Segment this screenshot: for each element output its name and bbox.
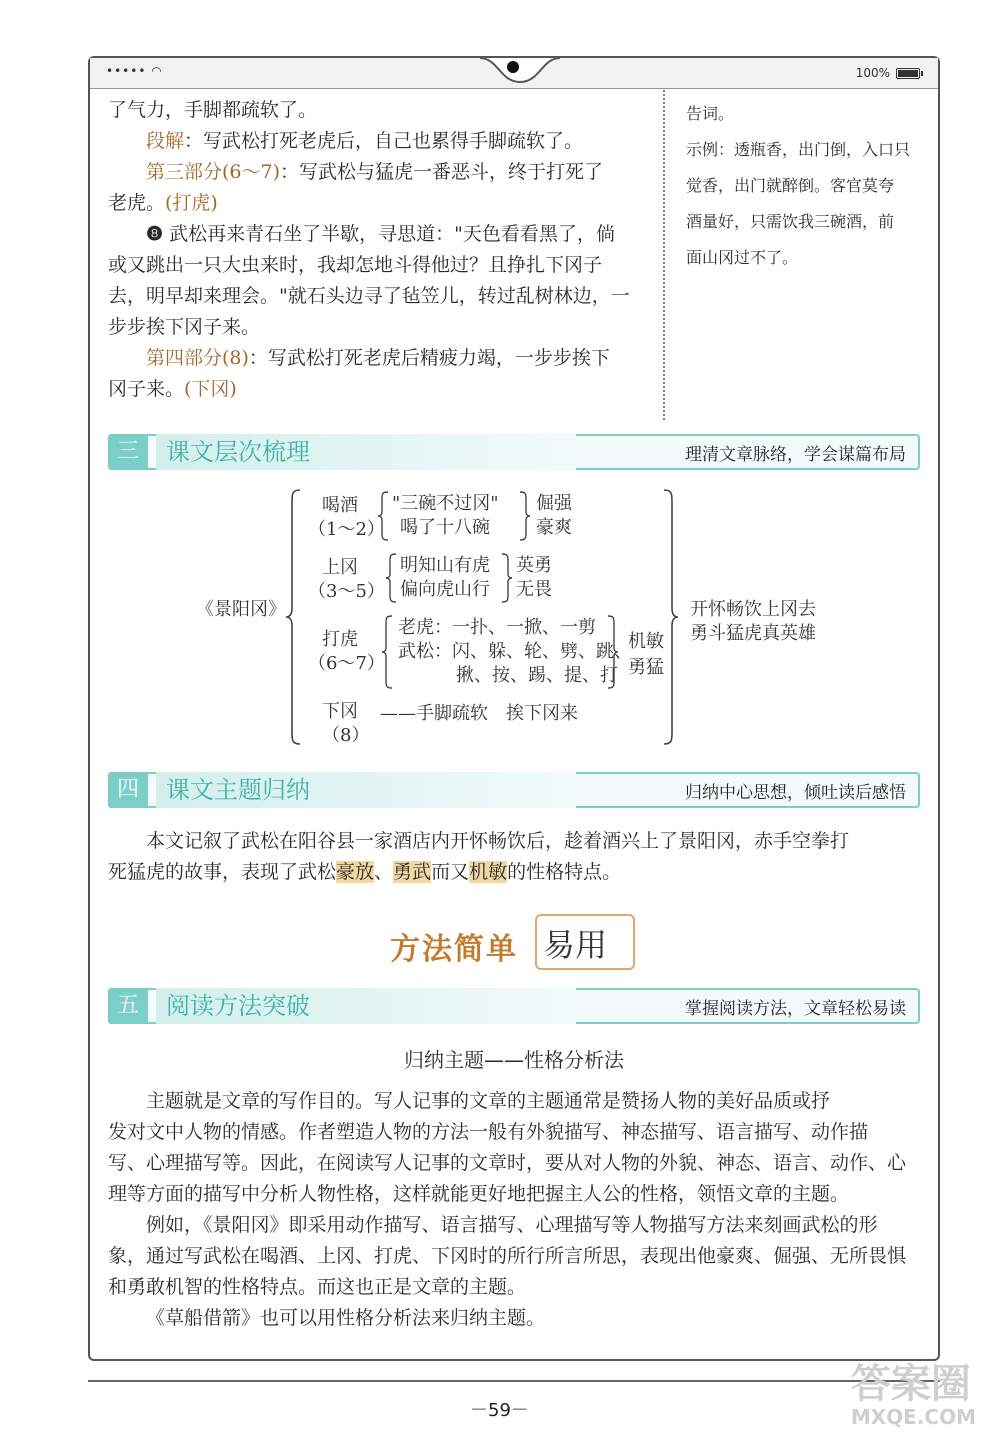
outline-summary: 开怀畅饮上冈去 (690, 599, 816, 620)
brace (606, 614, 620, 690)
outline-g3-item: 揪、按、踢、提、打 (456, 665, 618, 686)
text-line: 示例：透瓶香，出门倒，入口只 (686, 140, 911, 159)
camera-icon (507, 61, 519, 73)
signal-indicator: ••••• ◠ (106, 64, 163, 78)
outline-g1-trait: 倔强 (536, 493, 572, 514)
para-8: ❽ 武松再来青石坐了半歇，寻思道："天色看看黑了，倘 (146, 223, 615, 245)
highlight: 机敏 (469, 861, 508, 883)
highlight: 豪放 (336, 861, 375, 883)
outline-g3-item: 武松：闪、躲、轮、劈、跳、 (398, 641, 632, 662)
highlight: 勇武 (393, 861, 432, 883)
section-number: 四 (108, 772, 148, 808)
section-hint: 掌握阅读方法，文章轻松易读 (685, 999, 906, 1019)
outline-g3-trait: 勇猛 (628, 657, 664, 678)
reading-body: 主题就是文章的写作目的。写人记事的文章的主题通常是赞扬人物的美好品质或抒 发对文中人物的情感。作者塑造人物的方法一般有外貌描写、神态描写、语言描写、动作描 写、心理描写等。因此，在阅读写人记事的文章时，要从对人物的外貌、神态、语言、动作、心 理等方面的描写中分析人物性格，这样就能更好地把握主人公的性格，领悟文章的主题。 例如，《景阳冈》即采用动作描写、语言描写、心理描写等人物描写方法来刻画武松的形 象，通过写武松在喝酒、上冈、打虎、下冈时的所行所言所思，表现出他豪爽、倔强、无所畏惧 和勇敢机智的性格特点。而这也正是文章的主题。 《草船借箭》也可以用性格分析法来归纳主题。 (108, 1090, 907, 1329)
text-line: 觉香，出门就醉倒。客官莫夸 (686, 176, 895, 195)
watermark-logo: 答案圈 MXQE.COM (850, 1361, 976, 1429)
section-number: 三 (108, 434, 148, 470)
text-line: 告词。 (686, 104, 735, 123)
outline-g2-trait: 无畏 (516, 579, 552, 600)
part4-line2: 冈子来。(下冈) (108, 378, 237, 400)
text-line: 酒量好，只需饮我三碗酒，前 (686, 212, 895, 231)
outline-g1-trait: 豪爽 (536, 517, 572, 538)
duanjie: 段解：写武松打死老虎后，自己也累得手脚疏软了。 (146, 130, 584, 152)
outline-g2-title: 上冈 (322, 557, 358, 578)
reading-subtitle: 归纳主题——性格分析法 (404, 1048, 624, 1072)
section-header-structure (108, 434, 920, 470)
text-line: 去，明早却来理会。"就石头边寻了毡笠儿，转过乱树林边，一 (108, 285, 630, 307)
outline-g2-item: 偏向虎山行 (400, 579, 490, 600)
right-column (686, 96, 926, 276)
outline-g4-item: ——手脚疏软 挨下冈来 (380, 703, 578, 724)
section-title: 课文主题归纳 (166, 776, 310, 804)
left-column (108, 95, 658, 405)
battery-indicator (856, 66, 920, 80)
battery-icon (896, 68, 920, 79)
outline-g2-range: （3～5） (308, 581, 385, 602)
brace (518, 490, 532, 542)
part3: 第三部分(6～7)：写武松与猛虎一番恶斗，终于打死了 (146, 161, 604, 183)
text-line: 了气力，手脚都疏软了。 (108, 99, 318, 121)
part3-line2: 老虎。(打虎) (108, 192, 218, 214)
section-number: 五 (108, 988, 148, 1024)
section-header-reading (108, 988, 920, 1024)
circled-number-8: ❽ (146, 223, 164, 245)
outline-g1-range: （1～2） (308, 519, 385, 540)
method-banner-title: 方法简单 (390, 932, 518, 967)
outline-g1-item: "三碗不过冈" (392, 493, 499, 514)
page-number: －59－ (470, 1400, 529, 1421)
section-title: 课文层次梳理 (166, 438, 310, 466)
text-line: 面山冈过不了。 (686, 248, 799, 267)
wifi-icon: ◠ (151, 64, 163, 78)
section-hint: 归纳中心思想，倾吐读后感悟 (685, 783, 906, 803)
brace (500, 552, 514, 604)
outline-summary: 勇斗猛虎真英雄 (690, 623, 816, 644)
footer-divider (88, 1380, 940, 1382)
outline-g4-range: （8） (322, 725, 370, 746)
outline-g2-trait: 英勇 (516, 555, 552, 576)
outline-g4-title: 下冈 (322, 701, 358, 722)
outline-g2-item: 明知山有虎 (400, 555, 490, 576)
outline-g1-title: 喝酒 (322, 495, 358, 516)
brace (376, 490, 390, 542)
outline-root: 《景阳冈》 (196, 599, 286, 620)
outline-g1-item: 喝了十八碗 (400, 517, 490, 538)
camera-notch (480, 55, 560, 89)
text-line: 或又跳出一只大虫来时，我却怎地斗得他过？且挣扎下冈子 (108, 254, 603, 276)
brace (380, 614, 394, 690)
brace (384, 552, 398, 604)
section-header-theme (108, 772, 920, 808)
outline-g3-item: 老虎：一扑、一掀、一剪 (398, 617, 596, 638)
outline-g3-range: （6～7） (308, 653, 385, 674)
theme-paragraph: 本文记叙了武松在阳谷县一家酒店内开怀畅饮后，趁着酒兴上了景阳冈，赤手空拳打 死猛虎的故事，表现了武松豪放、勇武而又机敏的性格特点。 (108, 830, 850, 883)
text-line: 步步挨下冈子来。 (108, 316, 261, 338)
column-divider (663, 90, 665, 420)
outline-g3-title: 打虎 (322, 629, 358, 650)
part4: 第四部分(8)：写武松打死老虎后精疲力竭，一步步挨下 (146, 347, 610, 369)
section-hint: 理清文章脉络，学会谋篇布局 (685, 445, 906, 465)
section-title: 阅读方法突破 (166, 992, 310, 1020)
right-brace (660, 488, 680, 746)
outline-g3-trait: 机敏 (628, 631, 664, 652)
method-banner-easy: 易用 (543, 926, 608, 964)
battery-percent: 100% (855, 66, 890, 80)
left-brace (284, 488, 304, 746)
